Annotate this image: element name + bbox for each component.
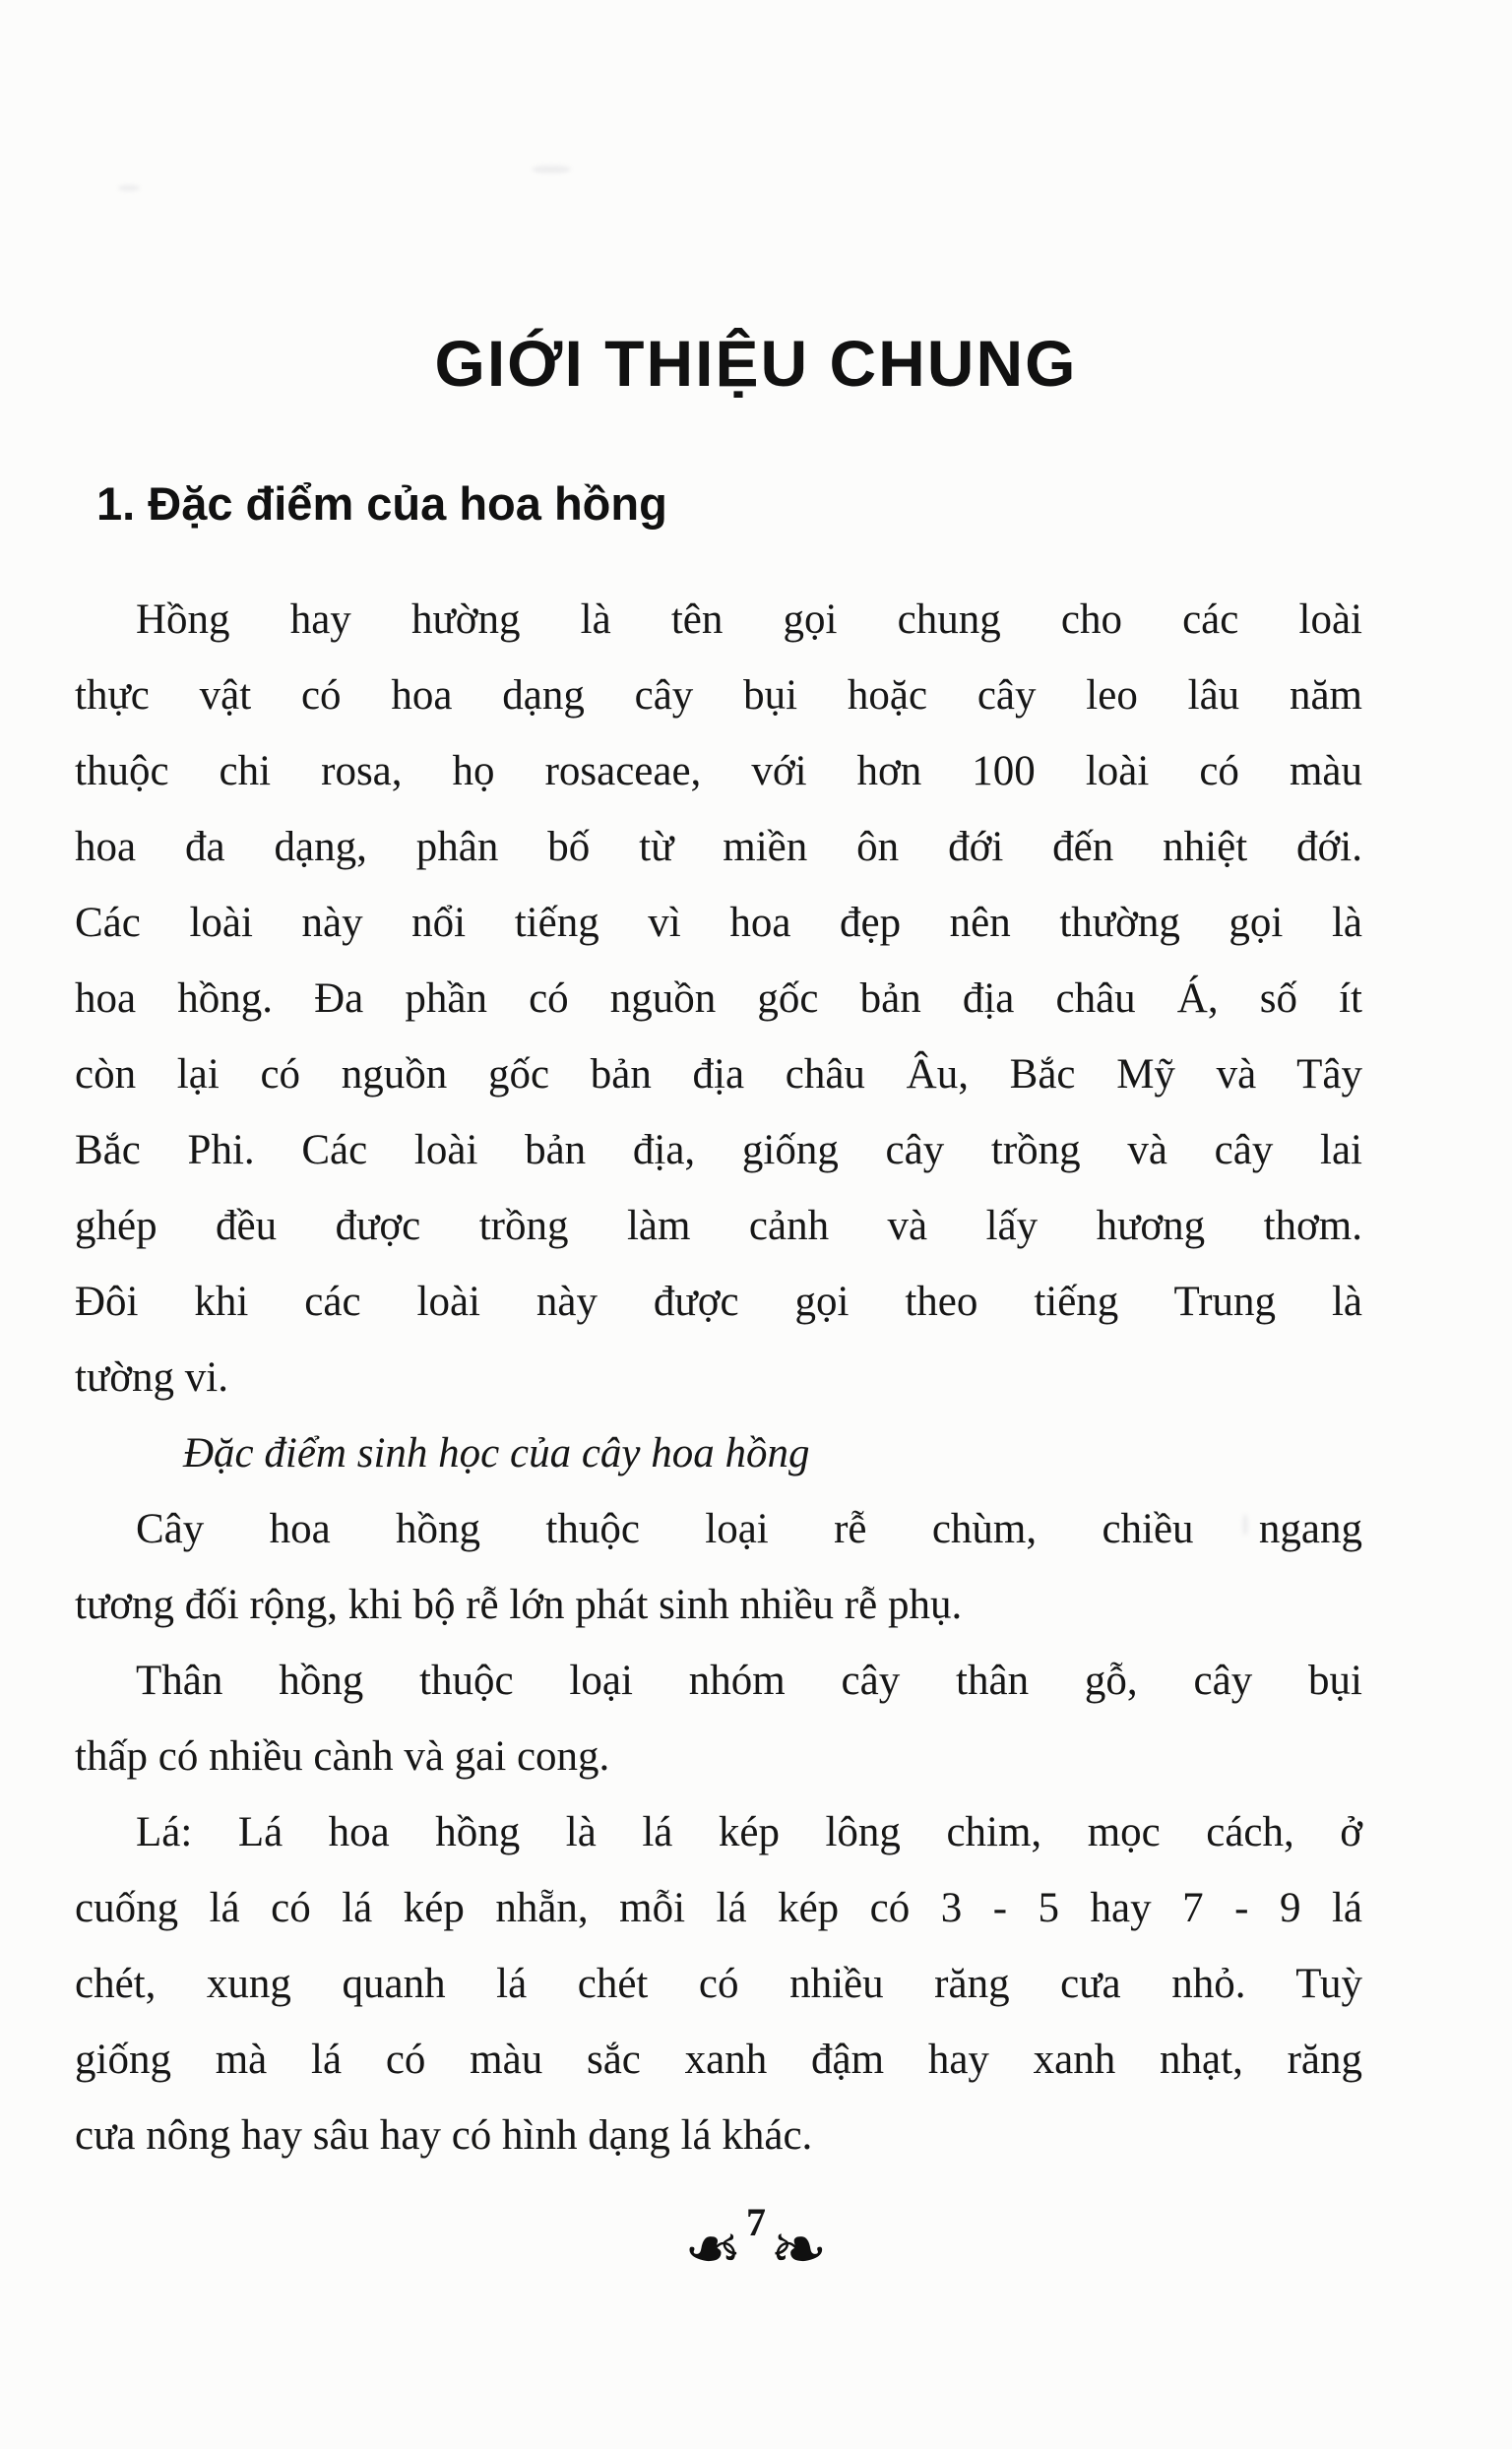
paragraph <box>75 1491 1362 1643</box>
paragraph <box>75 1794 1362 2173</box>
text-line: Hồng hay hường là tên gọi chung cho các loài <box>136 597 1362 643</box>
text-line: cưa nông hay sâu hay có hình dạng lá khác. <box>75 2112 813 2159</box>
text-line: chét, xung quanh lá chét có nhiều răng cưa nhỏ. Tuỳ <box>75 1961 1362 2007</box>
text-line: Lá: Lá hoa hồng là lá kép lông chim, mọc cách, ở <box>136 1809 1362 1855</box>
floral-flourish-right-icon: ❧ <box>770 2209 828 2290</box>
text-line: Bắc Phi. Các loài bản địa, giống cây trồng và cây lai <box>75 1127 1362 1173</box>
floral-flourish-left-icon: ❧ <box>684 2209 742 2290</box>
page-footer <box>0 2200 1512 2290</box>
sub-heading <box>75 1415 1362 1491</box>
paragraph <box>75 582 1362 1415</box>
text-line: tường vi. <box>75 1354 228 1401</box>
text-line: Đôi khi các loài này được gọi theo tiếng Trung là <box>75 1279 1362 1325</box>
text-line: hoa đa dạng, phân bố từ miền ôn đới đến nhiệt đới. <box>75 824 1362 870</box>
text-line: tương đối rộng, khi bộ rễ lớn phát sinh nhiều rễ phụ. <box>75 1582 963 1628</box>
page-number: 7 <box>746 2200 766 2244</box>
text-line: ghép đều được trồng làm cảnh và lấy hương thơm. <box>75 1203 1362 1249</box>
section-heading: 1. Đặc điểm của hoa hồng <box>96 477 667 530</box>
text-line: hoa hồng. Đa phần có nguồn gốc bản địa châu Á, số ít <box>75 975 1362 1022</box>
paragraph <box>75 1643 1362 1794</box>
text-line: thuộc chi rosa, họ rosaceae, với hơn 100 loài có màu <box>75 748 1362 794</box>
body-text <box>75 582 1362 2173</box>
text-line: còn lại có nguồn gốc bản địa châu Âu, Bắc Mỹ và Tây <box>75 1051 1362 1098</box>
text-line: Thân hồng thuộc loại nhóm cây thân gỗ, cây bụi <box>136 1658 1362 1704</box>
text-line: Các loài này nổi tiếng vì hoa đẹp nên thường gọi là <box>75 900 1362 946</box>
text-line: Cây hoa hồng thuộc loại rễ chùm, chiều ngang <box>136 1506 1362 1552</box>
text-line: thấp có nhiều cành và gai cong. <box>75 1733 610 1780</box>
text-line: giống mà lá có màu sắc xanh đậm hay xanh nhạt, răng <box>75 2037 1362 2083</box>
text-line: thực vật có hoa dạng cây bụi hoặc cây leo lâu năm <box>75 672 1362 719</box>
page-title: GIỚI THIỆU CHUNG <box>434 327 1078 400</box>
text-line: Đặc điểm sinh học của cây hoa hồng <box>183 1430 810 1476</box>
text-line: cuống lá có lá kép nhẵn, mỗi lá kép có 3 - 5 hay 7 - 9 lá <box>75 1885 1362 1931</box>
